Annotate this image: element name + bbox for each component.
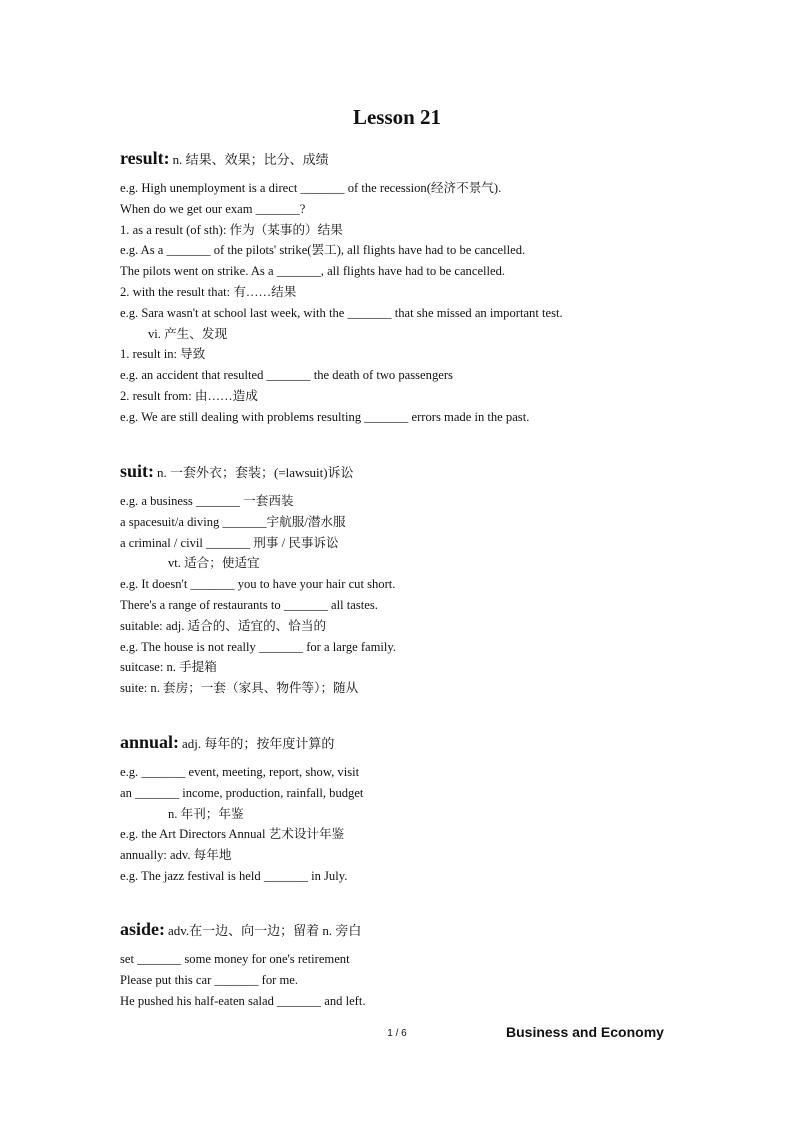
entry-line: a criminal / civil _______ 刑事 / 民事诉讼 [120,535,339,550]
entry-line: an _______ income, production, rainfall, budget [120,785,364,800]
entry-line: e.g. an accident that resulted _______ the death of two passengers [120,368,453,383]
entry-line: Please put this car _______ for me. [120,972,299,987]
section-aside [120,919,680,1011]
section-annual [120,732,680,887]
entry-line: When do we get our exam _______? [120,201,306,216]
entry-line: e.g. We are still dealing with problems resulting _______ errors made in the past. [120,409,530,424]
headword: result: [120,148,170,168]
entry-lines [120,762,680,887]
headword-definition: n. 一套外衣；套装；(=lawsuit)诉讼 [157,465,354,480]
entry-line: e.g. As a _______ of the pilots' strike(罢工), all flights have had to be cancelled. [120,243,526,258]
headword: suit: [120,461,155,481]
headword: aside: [120,919,165,939]
entry-line: 2. result from: 由……造成 [120,388,258,403]
entry-line: He pushed his half-eaten salad _______ and left. [120,993,366,1008]
entry-line: e.g. a business _______ 一套西装 [120,494,294,508]
section-suit [120,461,680,699]
headword-definition: n. 结果、效果；比分、成绩 [172,152,329,167]
entry-line: suite: n. 套房；一套（家具、物件等）；随从 [120,681,359,696]
headword-definition: adj. 每年的；按年度计算的 [182,736,335,751]
headword-definition: adv.在一边、向一边；留着 n. 旁白 [168,923,362,938]
headword: annual: [120,732,180,752]
entry-line: n. 年刊；年鉴 [168,806,244,821]
entry-line: 1. result in: 导致 [120,347,206,362]
entry-heading [120,732,680,752]
entry-line: 2. with the result that: 有……结果 [120,284,297,299]
entry-lines [120,949,680,1011]
entry-line: e.g. The jazz festival is held _______ in July. [120,868,348,883]
entry-line: annually: adv. 每年地 [120,848,232,863]
entry-line: vt. 适合；使适宜 [168,556,260,571]
entry-lines [120,491,680,699]
entry-line: e.g. Sara wasn't at school last week, with the _______ that she missed an important test. [120,305,563,320]
entry-line: e.g. It doesn't _______ you to have your hair cut short. [120,577,396,592]
entry-line: e.g. _______ event, meeting, report, show, visit [120,765,360,779]
lesson-title: Lesson 21 [352,105,442,129]
entry-line: The pilots went on strike. As a _______, all flights have had to be cancelled. [120,264,506,279]
entry-line: e.g. The house is not really _______ for a large family. [120,639,397,654]
entry-line: a spacesuit/a diving _______宇航服/潜水服 [120,514,346,529]
entry-heading [120,148,680,168]
entry-line: There's a range of restaurants to _______ all tastes. [120,597,378,612]
entry-line: set _______ some money for one's retirement [120,952,350,966]
entry-heading [120,919,680,939]
footer-topic: Business and Economy [506,1024,664,1040]
entry-line: suitcase: n. 手提箱 [120,660,217,675]
entry-lines [120,178,680,428]
entry-line: e.g. High unemployment is a direct _______ of the recession(经济不景气). [120,181,502,195]
entry-line: suitable: adj. 适合的、适宜的、恰当的 [120,618,327,633]
entry-line: 1. as a result (of sth): 作为（某事的）结果 [120,222,343,237]
entry-line: e.g. the Art Directors Annual 艺术设计年鉴 [120,827,345,842]
entry-heading [120,461,680,481]
entry-line: vi. 产生、发现 [148,326,228,341]
page-number: 1 / 6 [387,1028,407,1039]
section-result [120,148,680,428]
